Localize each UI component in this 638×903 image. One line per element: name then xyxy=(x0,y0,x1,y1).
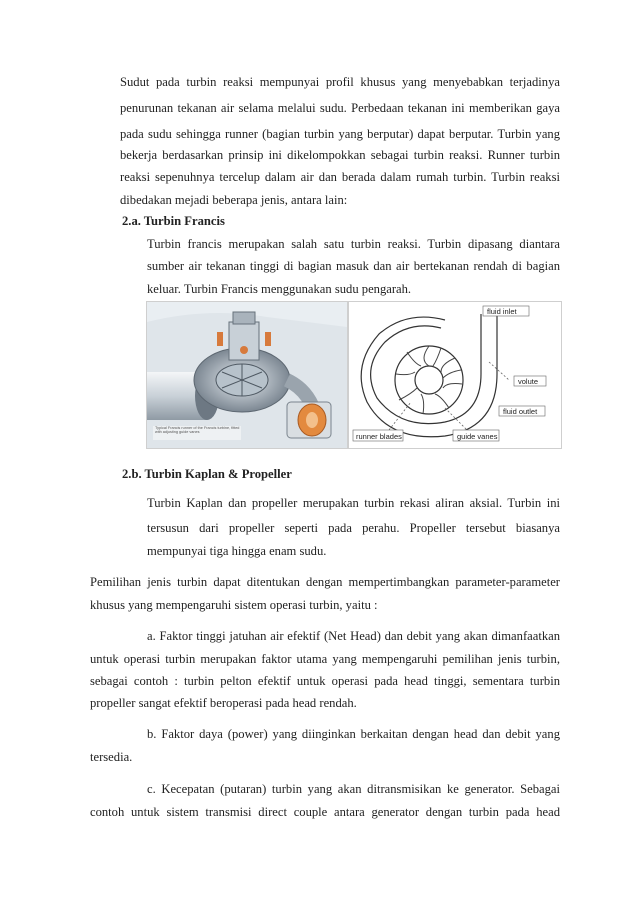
item-a-line: propeller sangat efektif beroperasi pada head rendah. xyxy=(90,696,357,710)
label-volute: volute xyxy=(518,377,539,386)
item-a-line: a. Faktor tinggi jatuhan air efektif (Net Head) dan debit yang akan dimanfaatkan xyxy=(147,629,560,643)
kaplan-line: Turbin Kaplan dan propeller merupakan turbin rekasi aliran aksial. Turbin ini xyxy=(147,496,560,510)
intro-line: penurunan tekanan air selama melalui sudu. Perbedaan tekanan ini memberikan gaya xyxy=(120,101,560,115)
selection-line: khusus yang mempengaruhi sistem operasi turbin, yaitu : xyxy=(90,598,378,612)
kaplan-line: mempunyai tiga hingga enam sudu. xyxy=(147,544,327,558)
label-fluid-inlet: fluid inlet xyxy=(487,307,517,316)
francis-volute-diagram xyxy=(348,301,562,449)
kaplan-line: tersusun dari propeller seperti pada perahu. Propeller tersebut biasanya xyxy=(147,521,560,535)
intro-line: pada sudu sehingga runner (bagian turbin yang berputar) dapat berputar. Turbin yang xyxy=(120,127,560,141)
item-b-line: b. Faktor daya (power) yang diinginkan berkaitan dengan head dan debit yang xyxy=(147,727,560,741)
item-a-line: untuk operasi turbin merupakan faktor utama yang mempengaruhi pemilihan jenis turbin, xyxy=(90,652,560,666)
francis-line: keluar. Turbin Francis menggunakan sudu pengarah. xyxy=(147,282,412,296)
item-c-line: c. Kecepatan (putaran) turbin yang akan ditransmisikan ke generator. Sebagai xyxy=(147,782,560,796)
intro-line: dibedakan mejadi beberapa jenis, antara lain: xyxy=(120,193,348,207)
section-heading-francis: 2.a. Turbin Francis xyxy=(122,214,225,228)
label-fluid-outlet: fluid outlet xyxy=(503,407,538,416)
figure-left-caption: Typical Francis runner of the Francis turbine, fitted with adjusting guide vanes xyxy=(155,426,240,435)
item-c-line: contoh untuk sistem transmisi direct couple antara generator dengan turbin pada head xyxy=(90,805,560,819)
intro-line: bekerja berdasarkan prinsip ini dikelompokkan sebagai turbin reaksi. Runner turbin xyxy=(120,148,560,162)
francis-line: Turbin francis merupakan salah satu turbin reaksi. Turbin dipasang diantara xyxy=(147,237,560,251)
label-runner-blades: runner blades xyxy=(356,432,402,441)
selection-line: Pemilihan jenis turbin dapat ditentukan dengan mempertimbangkan parameter-parameter xyxy=(90,575,560,589)
label-guide-vanes: guide vanes xyxy=(457,432,498,441)
section-heading-kaplan: 2.b. Turbin Kaplan & Propeller xyxy=(122,467,292,481)
item-a-line: sebagai contoh : turbin pelton efektif untuk operasi pada head tinggi, sementara turbin xyxy=(90,674,560,688)
item-b-line: tersedia. xyxy=(90,750,133,764)
francis-turbin-cutaway-image xyxy=(146,301,348,449)
francis-line: sumber air tekanan tinggi di bagian masuk dan air bertekanan rendah di bagian xyxy=(147,259,560,273)
intro-line: reaksi sepenuhnya tercelup dalam air dan berada dalam rumah turbin. Turbin reaksi xyxy=(120,170,560,184)
intro-line: Sudut pada turbin reaksi mempunyai profil khusus yang menyebabkan terjadinya xyxy=(120,75,560,89)
